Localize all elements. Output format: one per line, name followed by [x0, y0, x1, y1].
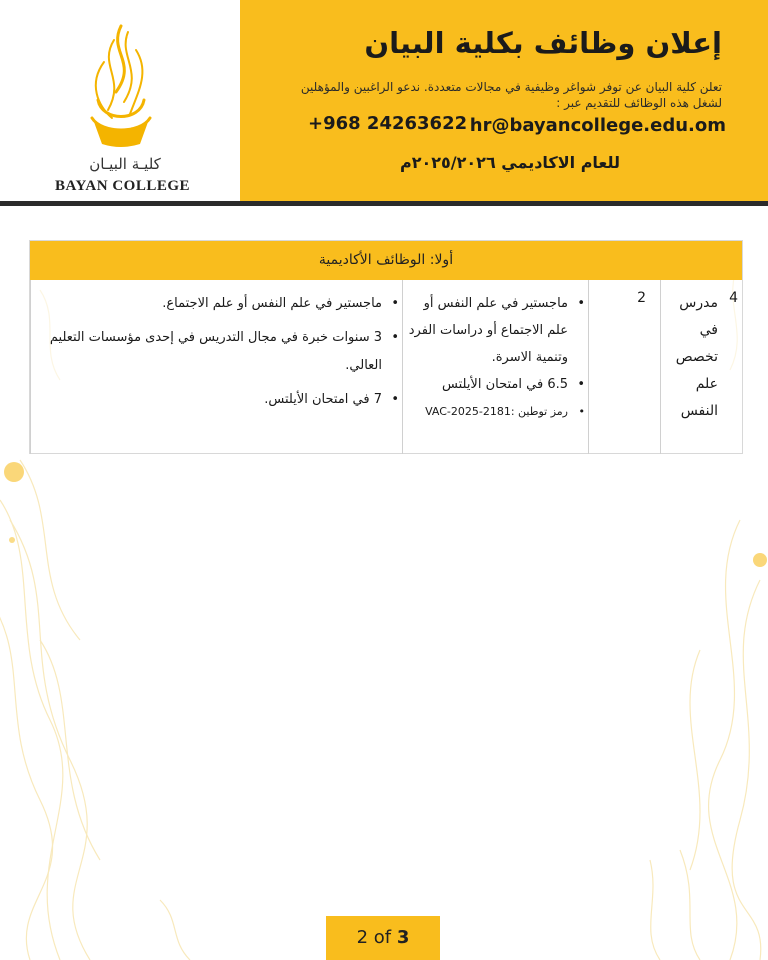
- job-title: مدرس في تخصص علم النفس: [675, 295, 718, 419]
- contact-email-link[interactable]: hr@bayancollege.edu.om: [469, 115, 726, 136]
- job-title-cell: [660, 280, 724, 454]
- logo-english-text: BAYAN COLLEGE: [54, 178, 191, 194]
- page-indicator: [326, 916, 440, 960]
- job-preferred-cell: [30, 280, 402, 454]
- page-title: إعلان وظائف بكلية البيان: [364, 26, 722, 60]
- page-total: 3: [396, 927, 410, 948]
- header-divider: [0, 201, 768, 206]
- section-heading: أولا: الوظائف الأكاديمية: [30, 241, 742, 280]
- announcement-description: تعلن كلية البيان عن توفر شواغر وظيفية في مجالات متعددة. ندعو الراغبين والمؤهلين لشغل هذه الوظائف للتقديم عبر :: [300, 80, 722, 110]
- requirement-item: • 6.5 في امتحان الأيلتس: [404, 371, 588, 398]
- requirement-item: • ماجستير في علم النفس أو علم الاجتماع أو دراسات الفرد وتنمية الاسرة.: [404, 290, 588, 371]
- page-current: 2: [356, 927, 369, 948]
- preferred-item: • 3 سنوات خبرة في مجال التدريس في إحدى مؤسسات التعليم العالي.: [42, 324, 402, 380]
- preferred-item: • ماجستير في علم النفس أو علم الاجتماع.: [42, 290, 402, 318]
- bayan-flame-logo-icon: [78, 22, 164, 152]
- job-count: 2: [637, 290, 646, 306]
- header: [0, 0, 768, 204]
- job-count-cell: [588, 280, 660, 454]
- preferred-list: [42, 290, 402, 420]
- requirements-list: [404, 290, 588, 422]
- academic-jobs-table: [29, 240, 743, 454]
- preferred-item: • 7 في امتحان الأيلتس.: [42, 386, 402, 414]
- academic-year: للعام الاكاديمي ٢٠٢٥/٢٠٢٦م: [400, 153, 620, 172]
- job-number: 4: [729, 290, 738, 306]
- contact-phone[interactable]: +968 24263622: [308, 113, 468, 134]
- logo-area: [0, 0, 240, 202]
- job-number-cell: [724, 280, 742, 454]
- page-of: of: [373, 927, 392, 948]
- job-requirements-cell: [402, 280, 588, 454]
- vacancy-code: • رمز توطين :VAC-2025-2181: [404, 402, 588, 422]
- logo-arabic-text: كليـة البيـان: [89, 155, 161, 173]
